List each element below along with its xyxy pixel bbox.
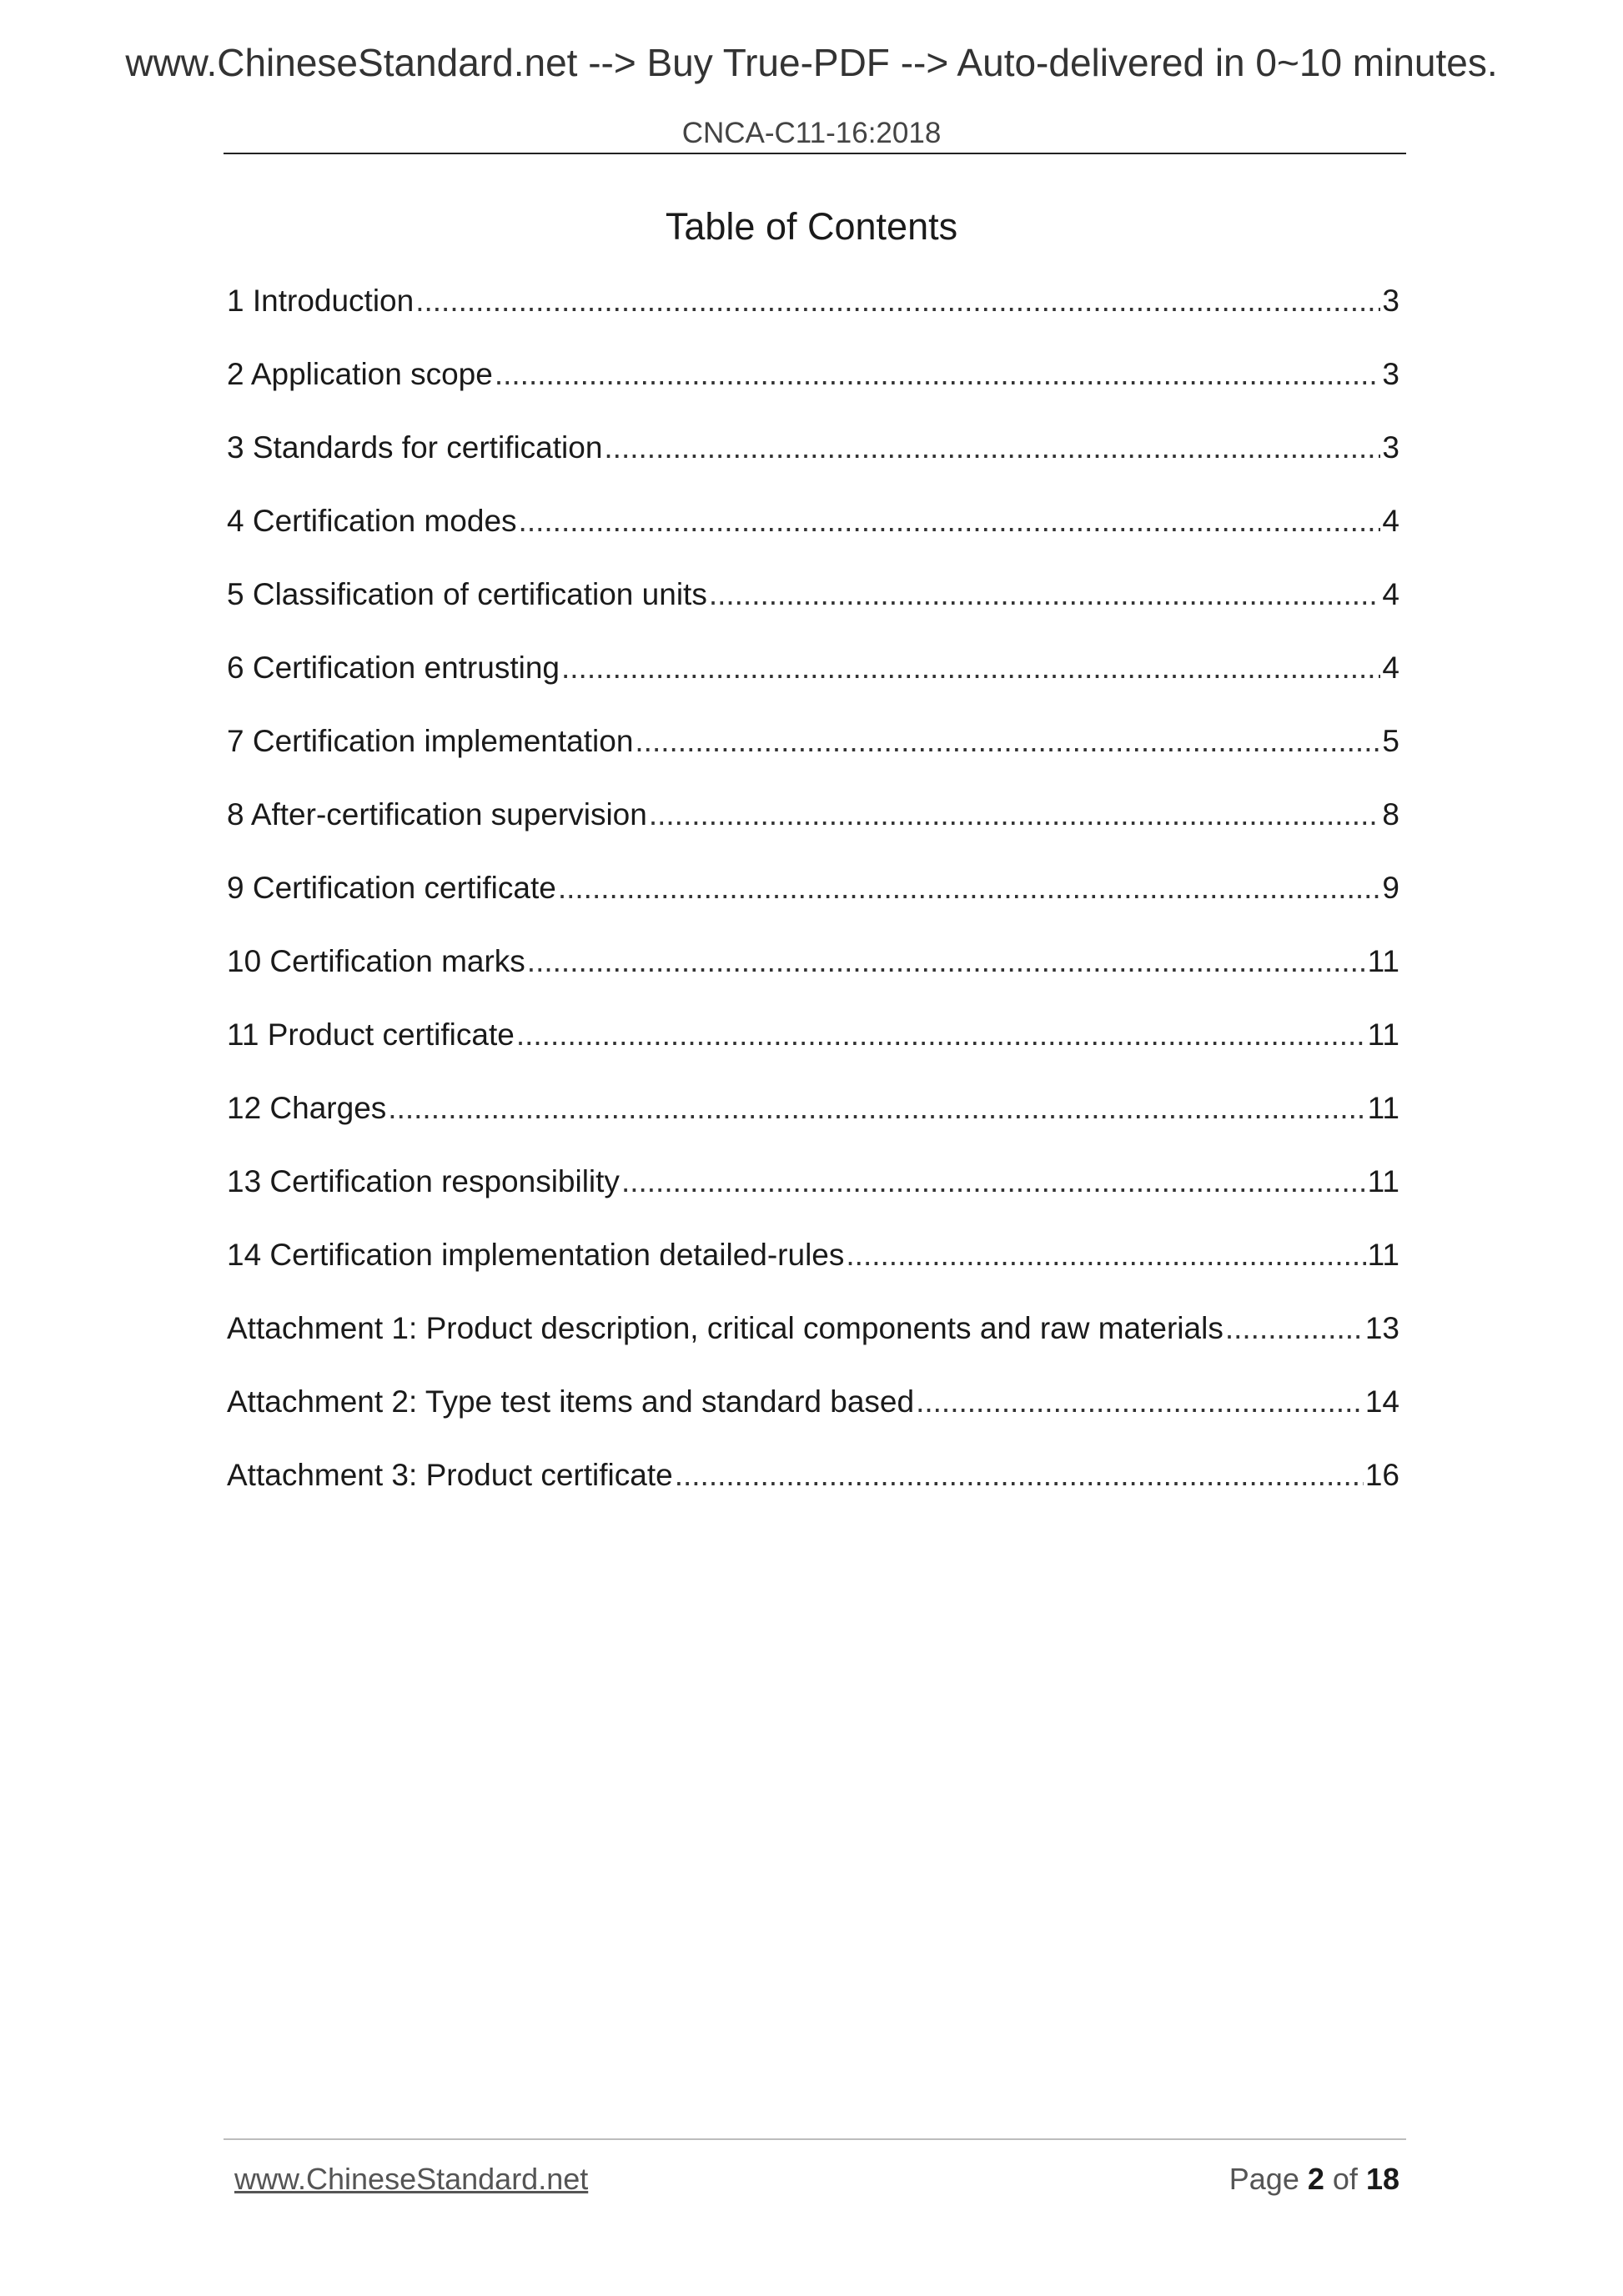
toc-entry-page: 8 <box>1382 797 1399 831</box>
toc-leader-dots <box>916 1384 1364 1419</box>
page-prefix: Page <box>1229 2162 1299 2196</box>
toc-entry-page: 11 <box>1367 1017 1399 1052</box>
toc-entry-label: 14 Certification implementation detailed-rules <box>227 1238 845 1272</box>
toc-entry-label: 2 Application scope <box>227 357 493 391</box>
toc-leader-dots <box>495 357 1381 392</box>
toc-entry-classification[interactable] <box>227 577 1399 651</box>
toc-entry-introduction[interactable] <box>227 284 1399 357</box>
toc-entry-standards[interactable] <box>227 430 1399 504</box>
toc-entry-page: 16 <box>1364 1458 1399 1492</box>
toc-entry-page: 11 <box>1367 1164 1399 1198</box>
toc-leader-dots <box>388 1091 1365 1126</box>
toc-leader-dots <box>846 1238 1365 1273</box>
page-of: of <box>1332 2162 1358 2196</box>
toc-leader-dots <box>1225 1311 1364 1346</box>
toc-entry-attachment-1[interactable] <box>227 1311 1399 1384</box>
toc-entry-charges[interactable] <box>227 1091 1399 1164</box>
page-current: 2 <box>1307 2162 1324 2196</box>
toc-entry-label: 11 Product certificate <box>227 1017 515 1052</box>
table-of-contents <box>227 284 1399 1531</box>
toc-entry-label: 13 Certification responsibility <box>227 1164 620 1198</box>
toc-entry-page: 11 <box>1367 1238 1399 1272</box>
page-indicator <box>1229 2162 1399 2197</box>
toc-title: Table of Contents <box>665 205 958 248</box>
toc-entry-supervision[interactable] <box>227 797 1399 871</box>
toc-entry-application-scope[interactable] <box>227 357 1399 430</box>
toc-entry-label: 12 Charges <box>227 1091 387 1125</box>
toc-leader-dots <box>675 1458 1364 1493</box>
toc-leader-dots <box>558 871 1381 906</box>
toc-leader-dots <box>621 1164 1366 1199</box>
toc-entry-marks[interactable] <box>227 944 1399 1017</box>
toc-entry-label: Attachment 1: Product description, critical components and raw materials <box>227 1311 1224 1345</box>
toc-entry-product-certificate[interactable] <box>227 1017 1399 1091</box>
toc-entry-label: 1 Introduction <box>227 284 415 318</box>
toc-entry-label: 7 Certification implementation <box>227 724 634 758</box>
page-total: 18 <box>1365 2162 1399 2196</box>
toc-entry-page: 4 <box>1382 504 1399 538</box>
site-banner: www.ChineseStandard.net --> Buy True-PDF --> Auto-delivered in 0~10 minutes. <box>125 41 1498 84</box>
toc-entry-implementation[interactable] <box>227 724 1399 797</box>
toc-entry-label: 6 Certification entrusting <box>227 651 560 685</box>
toc-entry-attachment-3[interactable] <box>227 1458 1399 1531</box>
toc-leader-dots <box>604 430 1380 465</box>
toc-entry-label: 8 After-certification supervision <box>227 797 647 831</box>
footer-site-link[interactable]: www.ChineseStandard.net <box>234 2162 589 2196</box>
toc-entry-label: 10 Certification marks <box>227 944 525 978</box>
toc-entry-page: 5 <box>1382 724 1399 758</box>
toc-entry-entrusting[interactable] <box>227 651 1399 724</box>
toc-leader-dots <box>635 724 1380 759</box>
toc-entry-label: Attachment 2: Type test items and standard based <box>227 1384 915 1419</box>
toc-leader-dots <box>561 651 1380 686</box>
header-rule <box>224 153 1406 154</box>
toc-entry-page: 14 <box>1364 1384 1399 1419</box>
toc-entry-page: 3 <box>1382 284 1399 318</box>
toc-leader-dots <box>527 944 1366 979</box>
toc-entry-label: 5 Classification of certification units <box>227 577 707 611</box>
footer-rule <box>224 2138 1406 2140</box>
toc-entry-label: 3 Standards for certification <box>227 430 603 465</box>
toc-entry-page: 3 <box>1382 357 1399 391</box>
toc-leader-dots <box>709 577 1381 612</box>
toc-entry-page: 11 <box>1367 1091 1399 1125</box>
toc-entry-page: 13 <box>1364 1311 1399 1345</box>
toc-entry-certification-modes[interactable] <box>227 504 1399 577</box>
toc-entry-label: 4 Certification modes <box>227 504 517 538</box>
toc-entry-detailed-rules[interactable] <box>227 1238 1399 1311</box>
toc-entry-page: 11 <box>1367 944 1399 978</box>
toc-entry-page: 4 <box>1382 577 1399 611</box>
document-code: CNCA-C11-16:2018 <box>681 117 942 149</box>
toc-leader-dots <box>415 284 1380 319</box>
toc-entry-label: Attachment 3: Product certificate <box>227 1458 673 1492</box>
toc-entry-attachment-2[interactable] <box>227 1384 1399 1458</box>
toc-leader-dots <box>516 1017 1366 1053</box>
toc-entry-page: 9 <box>1382 871 1399 905</box>
toc-entry-page: 3 <box>1382 430 1399 465</box>
toc-entry-page: 4 <box>1382 651 1399 685</box>
toc-leader-dots <box>519 504 1381 539</box>
toc-entry-label: 9 Certification certificate <box>227 871 556 905</box>
toc-leader-dots <box>649 797 1381 832</box>
toc-entry-certificate[interactable] <box>227 871 1399 944</box>
toc-entry-responsibility[interactable] <box>227 1164 1399 1238</box>
